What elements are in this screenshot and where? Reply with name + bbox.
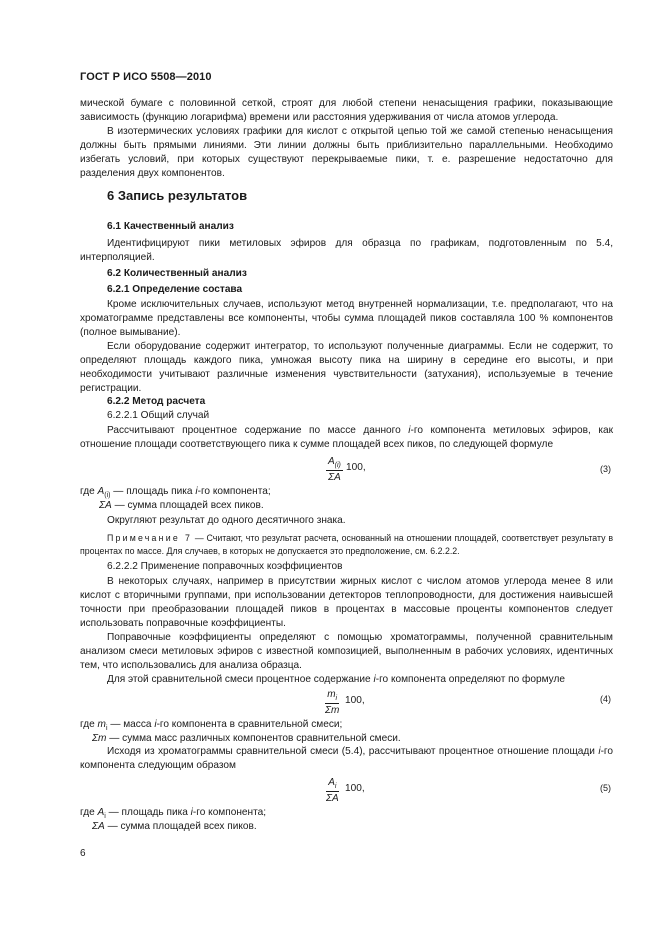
rounding-instruction: Округляют результат до одного десятичного знака. [107, 515, 346, 526]
subsection-6-2-1-title: 6.2.1 Определение состава [107, 284, 243, 295]
general-case-paragraph: Рассчитывают процентное содержание по массе данного i-го компонента метиловых эфиров, как отношение площади соответствующего пика к сумме площадей всех пиков, по следующей формуле [80, 425, 613, 451]
where-4-line-2: Σm — сумма масс различных компонентов сравнительной смеси. [92, 733, 401, 744]
where-3-line-2: ΣA — сумма площадей всех пиков. [99, 500, 264, 511]
intro-paragraph-2: В изотермических условиях графики для кислот с открытой цепью той же самой степенью ненасыщения должны быть прямыми линиями. Эти линии должны быть приблизительно параллельными. Необходимо избегать условий, при которых существуют перекрываемые пики, т. е. разрешение недостаточно для разделения двух компонентов. [80, 126, 613, 180]
subsection-6-2-2-2-title: 6.2.2.2 Применение поправочных коэффициентов [107, 561, 343, 572]
page-number: 6 [80, 848, 86, 859]
subsection-6-2-title: 6.2 Количественный анализ [107, 268, 247, 279]
where-4-line-1: где $m_i$ — масса i-го компонента в сравнительной смеси; [80, 719, 343, 733]
document-header: ГОСТ Р ИСО 5508—2010 [80, 71, 212, 83]
intro-paragraph-1: мической бумаге с половинной сеткой, строят для любой степени ненасыщения графики, показывающие зависимость (функцию логарифма) времени или расстояния удерживания от числа атомов углерода. [80, 98, 613, 124]
subsection-6-1-title: 6.1 Качественный анализ [107, 221, 234, 232]
equation-3-tail: 100, [346, 462, 366, 473]
subsection-6-2-1-paragraph-2: Если оборудование содержит интегратор, то используют полученные диаграммы. Если не содержит, то определяют площадь каждого пика, умножая высоту пика на ширину в середине его высоты, и при необходимости учитывают различные изменения чувствительности (затухания), используемые в течение регистрации. [80, 341, 613, 395]
equation-5-label: (5) [600, 783, 611, 793]
equation-4-label: (4) [600, 694, 611, 704]
correction-paragraph-3: Для этой сравнительной смеси процентное содержание i-го компонента определяют по формуле [107, 674, 565, 685]
equation-4-tail: 100, [345, 695, 365, 706]
correction-paragraph-1: В некоторых случаях, например в присутствии жирных кислот с числом атомов углерода менее 8 или кислот с вторичными группами, при использовании детекторов теплопроводности, для достижения наивысшей точности при преобразовании площадей пиков в процентах в массовые проценты компонентов следует использовать поправочные коэффициенты. [80, 576, 613, 630]
subsection-6-1-text: Идентифицируют пики метиловых эфиров для образца по графикам, подготовленным по 5.4, интерполяцией. [80, 238, 613, 264]
section-title: 6 Запись результатов [107, 188, 248, 203]
equation-5-tail: 100, [345, 783, 365, 794]
where-5-line-1: где $A_i$ — площадь пика i-го компонента; [80, 807, 267, 821]
correction-paragraph-2: Поправочные коэффициенты определяют с помощью хроматограммы, полученной сравнительным анализом смеси метиловых эфиров с известной композицией, выполненным в рабочих условиях, идентичных тем, что использовались для анализа образца. [80, 632, 613, 672]
where-5-line-2: ΣA — сумма площадей всех пиков. [92, 821, 257, 832]
where-3-line-1: где $A_{(i)}$ — площадь пика i-го компонента; [80, 486, 271, 500]
subsection-6-2-1-paragraph-1: Кроме исключительных случаев, используют метод внутренней нормализации, т.е. предполагают, что на хроматограмме представлены все компоненты, чтобы сумма площадей пиков составляла 100 % компонентов (полное вымывание). [80, 299, 613, 339]
equation-4-fraction: $\frac{m_i}{\Sigma m}$ [325, 689, 340, 716]
note-7: Примечание 7 — Считают, что результат расчета, основанный на отношении площадей, соответствует результату в процентах по массе. Для случаев, в которых не допускается это предположение, см. 6.2.2.2. [80, 533, 613, 556]
equation-5-fraction: $\frac{A_i}{\Sigma A}$ [326, 777, 339, 804]
equation-3-label: (3) [600, 464, 611, 474]
subsection-6-2-2-1-title: 6.2.2.1 Общий случай [107, 410, 210, 421]
subsection-6-2-2-title: 6.2.2 Метод расчета [107, 396, 206, 407]
equation-3-fraction: $\frac{A_{(i)}}{\Sigma A}$ [328, 456, 341, 483]
area-ratio-paragraph: Исходя из хроматограммы сравнительной смеси (5.4), рассчитывают процентное отношение площади i-го компонента следующим образом [80, 746, 613, 772]
